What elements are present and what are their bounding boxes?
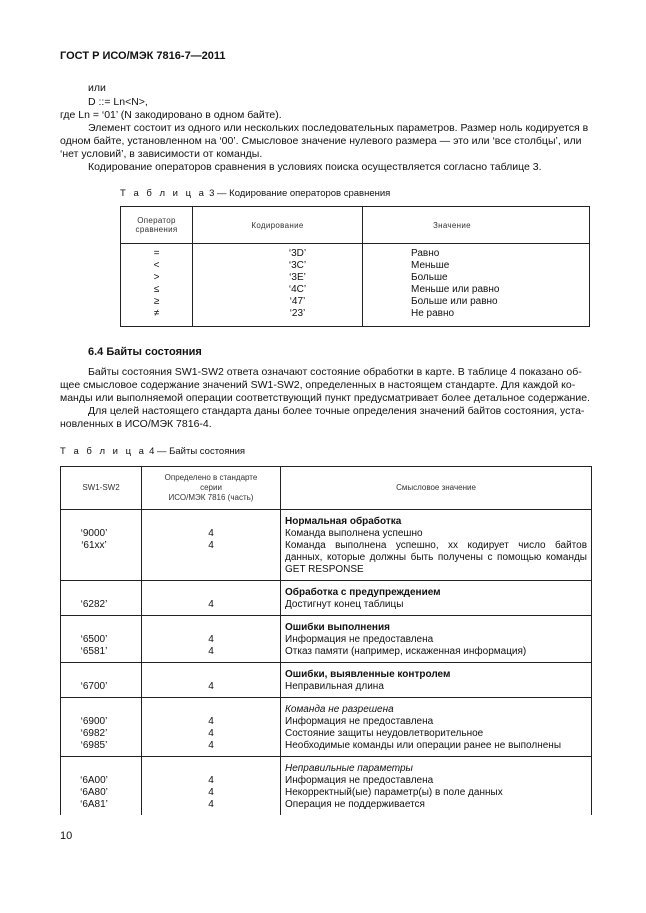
status-group-row (61, 581, 592, 616)
coding-cell: ‘3D’ (193, 244, 363, 261)
status-item-text: Неправильная длина (285, 681, 384, 692)
standard-part: 4 (208, 787, 214, 798)
status-group-heading: Неправильные параметры (285, 763, 413, 774)
coding-cell: ‘23’ (193, 308, 363, 327)
section-paragraph-line: новленных в ИСО/МЭК 7816-4. (60, 418, 212, 430)
sw-code: ‘9000’ (80, 528, 108, 539)
table3-header-coding: Кодирование (193, 207, 363, 244)
table3-caption (120, 188, 390, 199)
table4-caption-text: 4 — Байты состояния (149, 446, 246, 457)
standard-part: 4 (208, 799, 214, 810)
status-item-text: Некорректный(ые) параметр(ы) в поле данных (285, 787, 503, 798)
sw-code-cell (61, 698, 142, 757)
table3-row (121, 244, 590, 261)
sw-code: ‘61xx’ (81, 540, 107, 551)
standard-part: 4 (208, 728, 214, 739)
table4-header-part-line: серии (200, 483, 222, 492)
table3-caption-text: 3 — Кодирование операторов сравнения (209, 188, 391, 199)
table4-header-part (142, 467, 281, 510)
table4-header-meaning: Смысловое значение (281, 467, 592, 510)
operator-cell: = (121, 244, 193, 261)
standard-part: 4 (208, 681, 214, 692)
meaning-cell: Меньше или равно (363, 284, 590, 296)
coding-cell: ‘3C’ (193, 260, 363, 272)
standard-part: 4 (208, 540, 214, 551)
operator-cell: ≠ (121, 308, 193, 327)
table4-header-part-line: Определено в стандарте (164, 473, 258, 482)
intro-or: или (88, 82, 106, 94)
standard-part: 4 (208, 740, 214, 751)
intro-where: где Ln = ‘01’ (N закодировано в одном байте). (60, 109, 282, 121)
status-item-text: Операция не поддерживается (285, 799, 425, 810)
status-item-text: Необходимые команды или операции ранее не выполнены (285, 740, 562, 751)
sw-code: ‘6900’ (80, 716, 108, 727)
standard-part-cell (142, 616, 281, 663)
sw-code: ‘6A81’ (80, 799, 108, 810)
coding-cell: ‘3E’ (193, 272, 363, 284)
section-paragraph-line: Байты состояния SW1-SW2 ответа означают состояние обработки в карте. В таблице 4 показано об- (88, 366, 582, 378)
table4-header-part-line: ИСО/МЭК 7816 (часть) (168, 493, 254, 502)
meaning-cell: Не равно (363, 308, 590, 327)
operator-cell: < (121, 260, 193, 272)
sw-code: ‘6A80’ (80, 787, 108, 798)
operator-cell: ≤ (121, 284, 193, 296)
standard-part: 4 (208, 716, 214, 727)
status-item-text: Информация не предоставлена (285, 634, 434, 645)
status-item-text: Достигнут конец таблицы (285, 599, 404, 610)
table3-header-meaning: Значение (363, 207, 590, 244)
sw-code-cell (61, 616, 142, 663)
intro-paragraph-line: одном байте, установленном на ‘00’. Смысловое значение нулевого размера — это или ‘все столбцы’, или (60, 135, 582, 147)
sw-code: ‘6700’ (80, 681, 108, 692)
section-title: 6.4 Байты состояния (88, 346, 202, 358)
table4-header-sw: SW1-SW2 (61, 467, 142, 510)
meaning-cell (281, 698, 592, 757)
table3-row (121, 272, 590, 284)
status-item-text: Отказ памяти (например, искаженная информация) (285, 646, 527, 657)
table3-row (121, 260, 590, 272)
intro-paragraph-line: Элемент состоит из одного или нескольких последовательных параметров. Размер ноль кодируется в (88, 122, 589, 134)
intro-paragraph-line: ‘нет условий’, в зависимости от команды. (60, 148, 263, 160)
sw-code: ‘6282’ (80, 599, 108, 610)
table3-header-operator: Оператор сравнения (121, 207, 193, 244)
standard-part-cell (142, 757, 281, 816)
coding-cell: ‘4C’ (193, 284, 363, 296)
standard-part: 4 (208, 634, 214, 645)
status-group-row (61, 510, 592, 581)
sw-code: ‘6A00’ (80, 775, 108, 786)
sw-code-cell (61, 581, 142, 616)
section-paragraph-line: Для целей настоящего стандарта даны более точные определения значений байтов состояния, уста- (88, 405, 585, 417)
operator-cell: > (121, 272, 193, 284)
operator-cell: ≥ (121, 296, 193, 308)
meaning-cell (281, 581, 592, 616)
standard-part-cell (142, 581, 281, 616)
page-number: 10 (60, 830, 73, 842)
table4-caption (60, 446, 245, 457)
meaning-cell: Меньше (363, 260, 590, 272)
meaning-cell (281, 757, 592, 816)
status-item-text: Информация не предоставлена (285, 716, 434, 727)
table3-row (121, 284, 590, 296)
status-group-heading: Обработка с предупреждением (285, 587, 441, 598)
meaning-cell: Больше (363, 272, 590, 284)
sw-code-cell (61, 510, 142, 581)
meaning-cell: Больше или равно (363, 296, 590, 308)
section-paragraph-line: щее смысловое содержание значений SW1-SW2, определенных в настоящем стандарте. Для каждой ко- (60, 379, 576, 391)
sw-code-cell (61, 757, 142, 816)
status-group-row (61, 757, 592, 816)
intro-table-ref: Кодирование операторов сравнения в условиях поиска осуществляется согласно таблице 3. (88, 161, 542, 173)
standard-part-cell (142, 663, 281, 698)
standard-part: 4 (208, 599, 214, 610)
standard-part-cell (142, 698, 281, 757)
status-bytes-table (60, 466, 592, 815)
status-item-text: Состояние защиты неудовлетворительное (285, 728, 484, 739)
status-group-row (61, 698, 592, 757)
comparison-operators-table (120, 206, 590, 327)
status-group-heading: Нормальная обработка (285, 516, 402, 527)
standard-part: 4 (208, 528, 214, 539)
status-item-text: Команда выполнена успешно, xx кодирует число байтов данных, которые должны быть получены с помощью команды GET RESPONSE (285, 540, 587, 575)
status-group-row (61, 663, 592, 698)
sw-code: ‘6500’ (80, 634, 108, 645)
standard-part-cell (142, 510, 281, 581)
status-group-row (61, 616, 592, 663)
table3-row (121, 296, 590, 308)
table3-caption-label: Т а б л и ц а (120, 188, 207, 199)
meaning-cell (281, 663, 592, 698)
sw-code: ‘6985’ (80, 740, 108, 751)
standard-part: 4 (208, 646, 214, 657)
status-item-text: Команда выполнена успешно (285, 528, 423, 539)
sw-code-cell (61, 663, 142, 698)
document-header: ГОСТ Р ИСО/МЭК 7816-7—2011 (60, 50, 226, 62)
status-group-heading: Ошибки, выявленные контролем (285, 669, 451, 680)
table4-caption-label: Т а б л и ц а (60, 446, 147, 457)
meaning-cell: Равно (363, 244, 590, 261)
meaning-cell (281, 616, 592, 663)
meaning-cell (281, 510, 592, 581)
table3-row (121, 308, 590, 327)
standard-part: 4 (208, 775, 214, 786)
section-paragraph-line: манды или выполняемой операции соответствующий пункт предусматривает более детальное содержание. (60, 392, 590, 404)
coding-cell: ‘47’ (193, 296, 363, 308)
sw-code: ‘6982’ (80, 728, 108, 739)
status-group-heading: Команда не разрешена (285, 704, 394, 715)
status-item-text: Информация не предоставлена (285, 775, 434, 786)
status-group-heading: Ошибки выполнения (285, 622, 390, 633)
sw-code: ‘6581’ (80, 646, 108, 657)
intro-formula: D ::= Ln<N>, (88, 96, 148, 108)
